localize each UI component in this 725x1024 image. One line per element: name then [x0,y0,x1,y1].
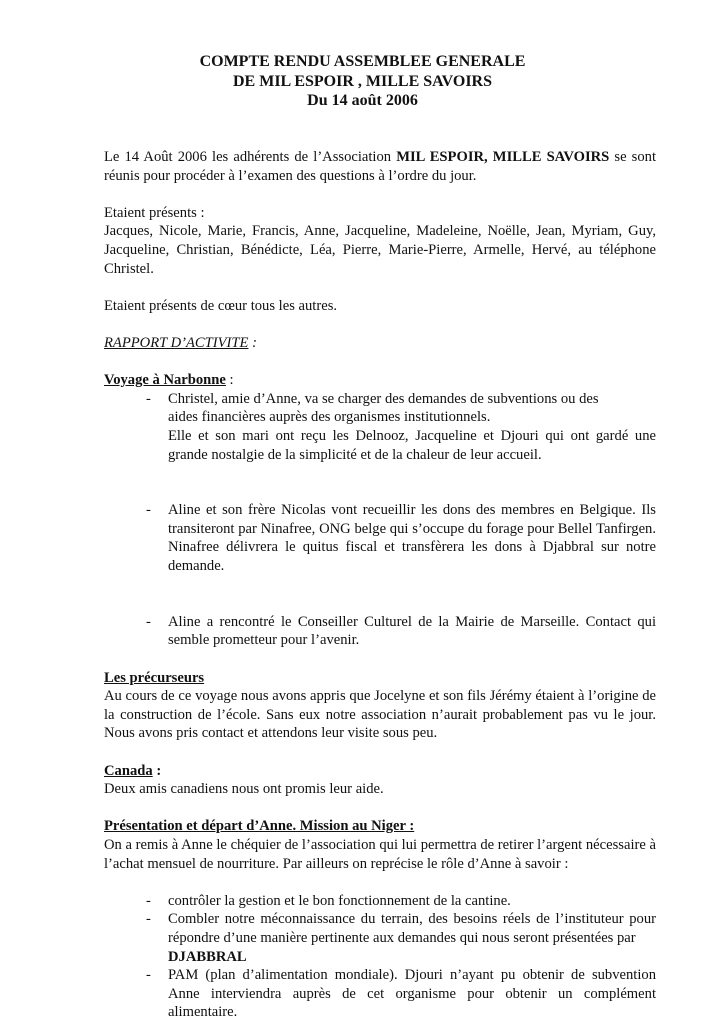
rapport-heading [104,334,656,353]
presents-names: Jacques, Nicole, Marie, Francis, Anne, Jacqueline, Madeleine, Noëlle, Jean, Myriam, Guy, Jacqueline, Christian, Bénédicte, Léa, Pierre, Marie-Pierre, Armelle, Hervé, au téléphone Christel. [104,223,656,277]
rapport-heading-suffix: : [248,334,257,351]
precurseurs-heading: Les précurseurs [104,669,205,686]
canada-heading [104,762,656,781]
rapport-heading-text: RAPPORT D’ACTIVITE [104,334,249,351]
intro-text-after: se sont réunis pour procéder à l’examen des questions à l’ordre du jour. [104,149,656,184]
bullet-text: Aline et son frère Nicolas vont recueillir les dons des membres en Belgique. Ils transiteront par Ninafree, ONG belge qui s’occupe du forage pour Bellel Tanfirgen. Ninafree délivrera le quitus fiscal et transfèrera les dons à Djabbral sur notre demande. [168,502,656,575]
intro-paragraph [104,148,656,185]
document-title [0,52,725,111]
bullet-line-1: Christel, amie d’Anne, va se charger des demandes de subventions ou des [168,390,599,407]
precurseurs-paragraph: Au cours de ce voyage nous avons appris que Jocelyne et son fils Jérémy étaient à l’origine de la construction de l’école. Sans eux notre association n’aurait probablement pas vu le jour. Nous avons pris contact et attendons leur visite sous peu. [104,688,656,742]
title-line-2: DE MIL ESPOIR , MILLE SAVOIRS [232,72,492,90]
title-line-1: COMPTE RENDU ASSEMBLEE GENERALE [199,53,526,70]
bullet-dash: - [146,613,151,630]
voyage-bullet-3 [104,613,656,650]
voyage-heading [104,371,656,390]
intro-text-before: Le 14 Août 2006 les adhérents de l’Association [104,149,397,165]
mission-bullet-1 [104,892,656,911]
djabbral-name: DJABBRAL [168,948,247,965]
bullet-text: PAM (plan d’alimentation mondiale). Djouri n’ayant pu obtenir de subvention Anne interviendra auprès de cet organisme pour obtenir un complément alimentaire. [168,967,656,1021]
bullet-text: Aline a rencontré le Conseiller Culturel de la Mairie de Marseille. Contact qui semble prometteur pour l’avenir. [168,613,656,649]
voyage-heading-suffix: : [225,372,234,389]
bullet-line-2: aides financières auprès des organismes institutionnels. [168,409,491,426]
document-body [104,148,656,1022]
mission-bullet-3 [104,966,656,1022]
bullet-dash: - [146,892,151,909]
bullet-dash: - [146,911,151,928]
voyage-heading-text: Voyage à Narbonne [104,372,226,389]
canada-heading-text: Canada [104,762,153,779]
mission-bullet-2 [104,910,656,966]
bullet-text: contrôler la gestion et le bon fonctionnement de la cantine. [168,892,511,909]
association-name: MIL ESPOIR, MILLE SAVOIRS [396,149,610,165]
bullet-text [168,910,656,966]
voyage-bullet-2 [104,501,656,575]
bullet-line-3: Elle et son mari ont reçu les Delnooz, Jacqueline et Djouri qui ont gardé une grande nostalgie de la simplicité et de la chaleur de leur accueil. [168,427,656,463]
bullet-text-main: Combler notre méconnaissance du terrain, des besoins réels de l’instituteur pour répondre d’une manière pertinente aux demandes qui nous seront présentées par [168,911,656,946]
title-line-3: Du 14 août 2006 [307,92,418,109]
presentation-paragraph: On a remis à Anne le chéquier de l’association qui lui permettra de retirer l’argent nécessaire à l’achat mensuel de nourriture. Par ailleurs on reprécise le rôle d’Anne à savoir : [104,836,656,872]
bullet-dash: - [146,967,151,984]
voyage-bullet-1 [104,390,656,464]
canada-heading-suffix: : [152,762,162,779]
presentation-heading: Présentation et départ d’Anne. Mission au Niger : [104,818,415,835]
canada-paragraph: Deux amis canadiens nous ont promis leur aide. [104,781,384,798]
bullet-dash: - [146,390,151,407]
coeur-line: Etaient présents de cœur tous les autres. [104,297,338,314]
presents-label: Etaient présents : [104,204,205,221]
bullet-text [168,390,656,464]
bullet-dash: - [146,502,151,519]
